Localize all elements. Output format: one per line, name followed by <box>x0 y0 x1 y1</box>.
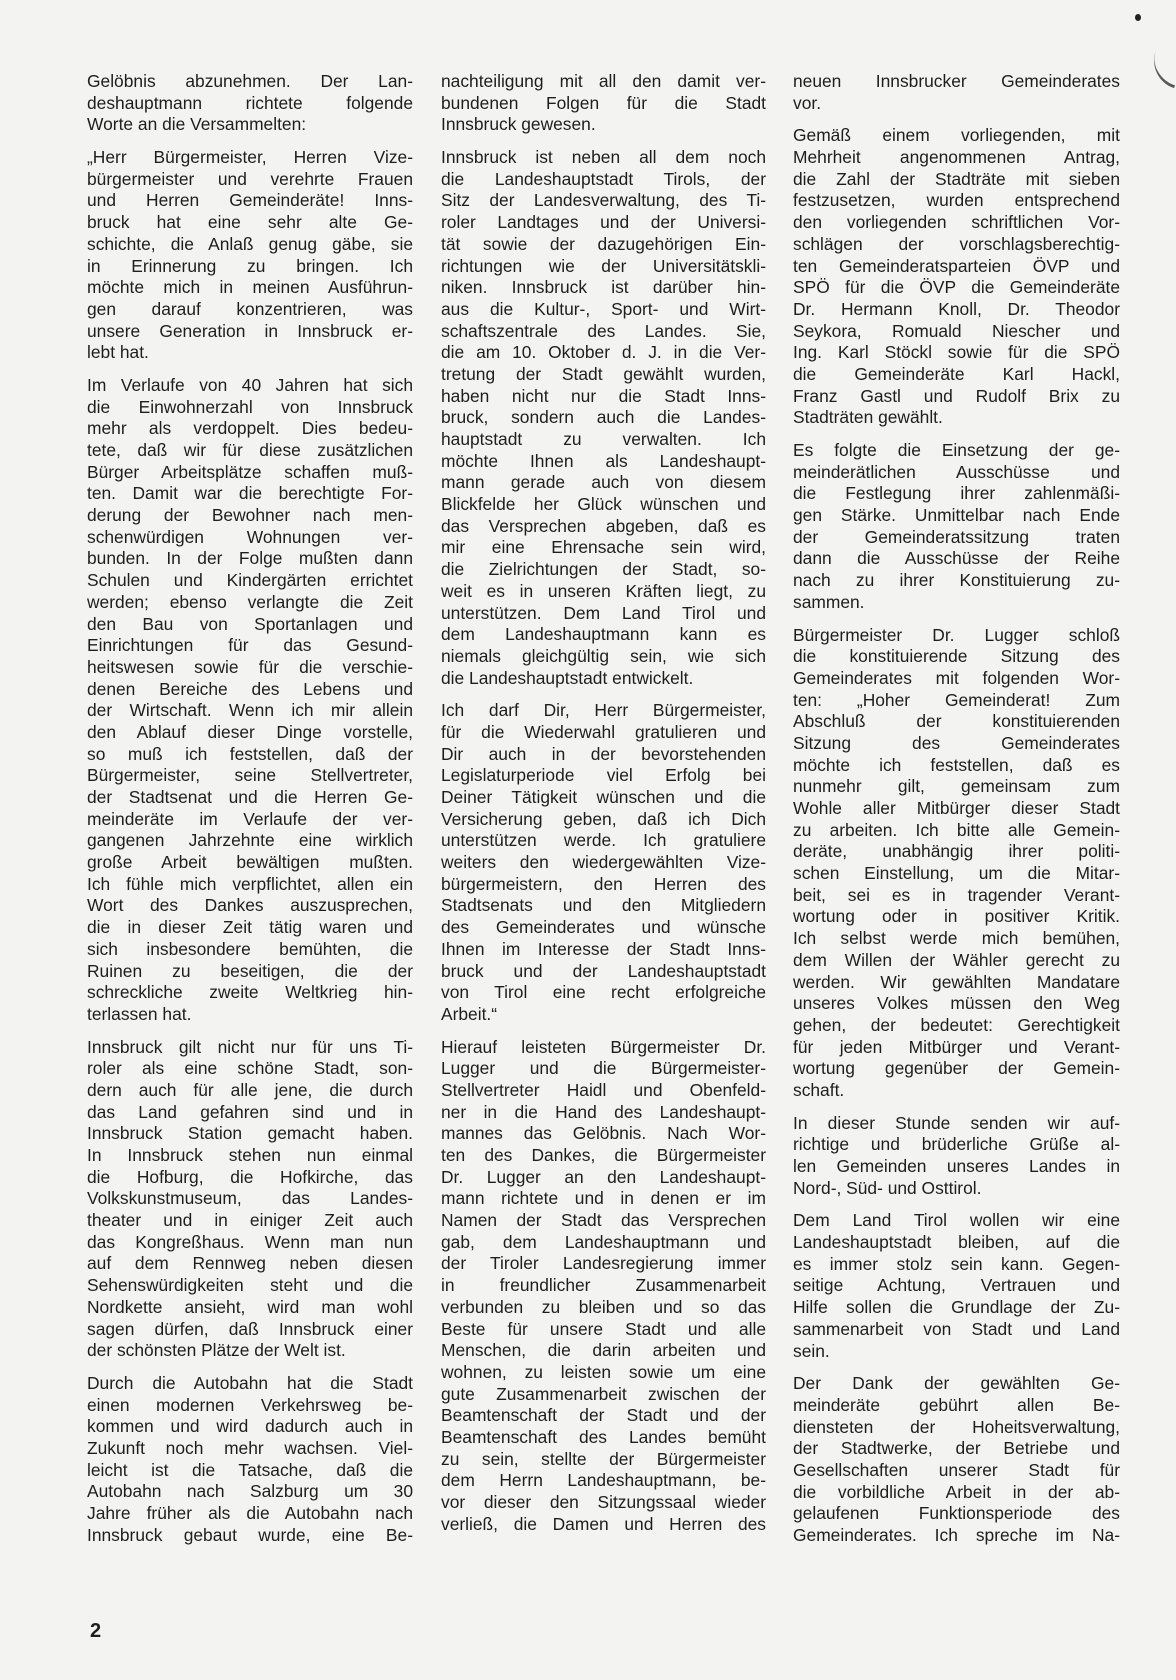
text-line: tete, daß wir für diese zusätzlichen <box>87 440 413 460</box>
text-line: gangenen Jahrzehnte eine wirklich <box>87 830 413 851</box>
text-line: nachteiligung mit all den damit ver- <box>441 71 766 91</box>
text-line: mann gerade auch von diesem <box>441 472 766 493</box>
text-line: Bürgermeister, seine Stellvertreter, <box>87 765 413 786</box>
text-line: bürgermeistern, den Herren des <box>441 873 766 894</box>
text-line: für die Wiederwahl gratulieren und <box>441 721 766 742</box>
text-column-1 <box>87 71 413 1557</box>
text-line: des Gemeinderates und wünsche <box>441 917 766 938</box>
text-line: bürgermeister und verehrte Frauen <box>87 168 413 189</box>
text-line: Arbeit.“ <box>441 1003 498 1024</box>
text-line: in freundlicher Zusammenarbeit <box>441 1275 766 1296</box>
text-line: Nord-, Süd- und Osttirol. <box>793 1177 982 1198</box>
page-number: 2 <box>90 1620 102 1642</box>
text-line: so muß ich feststellen, daß der <box>87 743 413 764</box>
text-line: roler als eine schöne Stadt, son- <box>87 1058 413 1079</box>
text-line: roler Landtages und der Universi- <box>441 212 766 233</box>
text-line: Mehrheit angenommenen Antrag, <box>793 147 1120 168</box>
text-line: der Wirtschaft. Wenn ich mir allein <box>87 700 413 721</box>
text-line: schenwürdigen Wohnungen ver- <box>87 526 413 547</box>
text-line: deräte, unabhängig ihrer politi- <box>793 841 1120 862</box>
text-line: kommen und wird dadurch auch in <box>87 1416 413 1437</box>
text-line: mannes das Gelöbnis. Nach Wor- <box>441 1123 766 1144</box>
text-line: ten. Damit war die berechtigte For- <box>87 483 413 504</box>
text-line: der Gemeinderatssitzung traten <box>793 526 1120 547</box>
text-line: unterstützen. Dem Land Tirol und <box>441 602 766 623</box>
text-line: möchte ich feststellen, daß es <box>793 754 1120 775</box>
text-line: heitswesen sowie für die verschie- <box>87 656 413 677</box>
text-column-2 <box>441 71 766 1546</box>
text-line: schichte, die Anlaß genug gäbe, sie <box>87 233 413 254</box>
text-line: Worte an die Versammelten: <box>87 114 307 135</box>
text-line: Stellvertreter Haidl und Obenfeld- <box>441 1079 766 1100</box>
text-line: „Herr Bürgermeister, Herren Vize- <box>87 147 413 168</box>
text-line: Innsbruck gewesen. <box>441 114 596 135</box>
text-line: das Kongreßhaus. Wenn man nun <box>87 1231 413 1252</box>
paragraph <box>87 1373 413 1547</box>
text-line: zu arbeiten. Ich bitte alle Gemein- <box>793 819 1120 840</box>
text-line: Ing. Karl Stöckl sowie für die SPÖ <box>793 342 1120 363</box>
text-line: nach zu ihrer Konstituierung zu- <box>793 570 1120 591</box>
text-line: derung der Bewohner nach men- <box>87 505 413 526</box>
text-line: gehen, der bedeutet: Gerechtigkeit <box>793 1014 1120 1035</box>
text-line: die Landeshauptstadt entwickelt. <box>441 667 694 688</box>
text-line: meinderäte im Verlaufe der ver- <box>87 808 413 829</box>
text-line: verließ, die Damen und Herren des <box>441 1513 766 1534</box>
text-line: gen darauf konzentrieren, was <box>87 298 413 319</box>
text-line: neuen Innsbrucker Gemeinderates <box>793 71 1120 91</box>
text-line: für jeden Mitbürger und Verant- <box>793 1036 1120 1057</box>
text-line: große Arbeit bewältigen mußten. <box>87 852 413 873</box>
text-line: Namen der Stadt das Versprechen <box>441 1210 766 1231</box>
text-line: Ich fühle mich verpflichtet, allen ein <box>87 873 413 894</box>
text-line: vor. <box>793 92 822 113</box>
text-line: einen modernen Verkehrsweg be- <box>87 1394 413 1415</box>
text-line: schaft. <box>793 1079 845 1100</box>
text-line: Autobahn nach Salzburg um 30 <box>87 1481 413 1502</box>
text-line: Seykora, Romuald Niescher und <box>793 320 1120 341</box>
text-line: Durch die Autobahn hat die Stadt <box>87 1372 413 1393</box>
text-line: sagen dürfen, daß Innsbruck einer <box>87 1318 413 1339</box>
text-line: Innsbruck Station gemacht haben. <box>87 1123 413 1144</box>
text-line: dann die Ausschüsse der Reihe <box>793 548 1120 569</box>
text-line: dem Willen der Wähler gerecht zu <box>793 949 1120 970</box>
paragraph <box>441 71 766 136</box>
text-line: sich insbesondere bemühten, die <box>87 938 413 959</box>
text-line: meinderätlichen Ausschüsse und <box>793 461 1120 482</box>
text-line: In Innsbruck stehen nun einmal <box>87 1145 413 1165</box>
text-line: Legislaturperiode viel Erfolg bei <box>441 765 766 786</box>
text-line: wortung gegenüber der Gemein- <box>793 1058 1120 1079</box>
text-line: Sitz der Landesverwaltung, des Ti- <box>441 190 766 211</box>
text-line: ten des Dankes, die Bürgermeister <box>441 1145 766 1165</box>
text-line: wortung oder in positiver Kritik. <box>793 906 1120 927</box>
text-line: die Einwohnerzahl von Innsbruck <box>87 396 413 417</box>
text-line: schen Einstellung, um die Mitar- <box>793 863 1120 884</box>
text-line: schaftszentrale des Landes. Sie, <box>441 320 766 341</box>
text-line: Bürgermeister Dr. Lugger schloß <box>793 624 1120 645</box>
paragraph <box>87 71 413 136</box>
text-line: die am 10. Oktober d. J. in die Ver- <box>441 342 766 363</box>
text-line: aus die Kultur-, Sport- und Wirt- <box>441 298 766 319</box>
paragraph <box>793 71 1120 114</box>
text-line: den vorliegenden schriftlichen Vor- <box>793 212 1120 233</box>
text-line: Beste für unsere Stadt und alle <box>441 1318 766 1339</box>
text-line: in Erinnerung zu bringen. Ich <box>87 255 413 276</box>
paragraph <box>87 375 413 1026</box>
text-line: ten Gemeinderatsparteien ÖVP und <box>793 255 1120 276</box>
text-line: bundenen Folgen für die Stadt <box>441 92 766 113</box>
text-line: deshauptmann richtete folgende <box>87 92 413 113</box>
text-line: Beamtenschaft des Landes bemüht <box>441 1426 766 1447</box>
text-line: die Hofburg, die Hofkirche, das <box>87 1166 413 1187</box>
text-line: das Versprechen abgeben, daß es <box>441 515 766 536</box>
text-line: hauptstadt zu verwalten. Ich <box>441 429 766 449</box>
paragraph <box>441 700 766 1025</box>
text-line: mann richtete und in denen er im <box>441 1188 766 1209</box>
text-line: die Zahl der Stadträte mit sieben <box>793 168 1120 189</box>
text-line: Im Verlaufe von 40 Jahren hat sich <box>87 374 413 395</box>
text-line: Innsbruck ist neben all dem noch <box>441 147 766 168</box>
text-line: gen Stärke. Unmittelbar nach Ende <box>793 505 1120 526</box>
text-line: tretung der Stadt gewählt wurden, <box>441 363 766 384</box>
text-line: Nordkette ansieht, wird man wohl <box>87 1296 413 1317</box>
text-line: Stadtsenats und den Mitgliedern <box>441 895 766 916</box>
text-line: unsere Generation in Innsbruck er- <box>87 320 413 341</box>
text-line: bruck, sondern auch die Landes- <box>441 407 766 428</box>
text-line: Deiner Tätigkeit wünschen und die <box>441 787 766 807</box>
text-line: Blickfelde her Glück wünschen und <box>441 494 766 515</box>
text-line: sammenarbeit von Stadt und Land <box>793 1318 1120 1339</box>
text-line: dem Landeshauptmann kann es <box>441 624 766 645</box>
text-line: Ich selbst werde mich bemühen, <box>793 928 1120 949</box>
text-line: den Bau von Sportanlagen und <box>87 613 413 634</box>
text-line: verbunden zu bleiben und so das <box>441 1296 766 1317</box>
text-line: werden; ebenso verlangte die Zeit <box>87 591 413 612</box>
text-line: die Festlegung ihrer zahlenmäßi- <box>793 483 1120 504</box>
text-line: terlassen hat. <box>87 1003 192 1024</box>
text-line: schreckliche zweite Weltkrieg hin- <box>87 982 413 1003</box>
text-line: Lugger und die Bürgermeister- <box>441 1058 766 1079</box>
paragraph <box>793 440 1120 614</box>
text-line: der Tiroler Landesregierung immer <box>441 1253 766 1274</box>
text-line: bruck hat eine sehr alte Ge- <box>87 212 413 233</box>
text-line: Es folgte die Einsetzung der ge- <box>793 440 1120 460</box>
text-line: auf dem Rennweg neben diesen <box>87 1253 413 1274</box>
text-line: die in dieser Zeit tätig waren und <box>87 917 413 938</box>
text-line: richtungen wie der Universitätskli- <box>441 255 766 276</box>
text-line: Landeshauptstadt bleiben, auf die <box>793 1232 1120 1253</box>
paragraph <box>793 125 1120 429</box>
text-line: und Herren Gemeinderäte! Inns- <box>87 190 413 211</box>
text-line: Ihnen im Interesse der Stadt Inns- <box>441 938 766 959</box>
text-line: Bürger Arbeitsplätze schaffen muß- <box>87 461 413 482</box>
text-line: denen Bereiche des Lebens und <box>87 678 413 699</box>
text-line: Gesellschaften unserer Stadt für <box>793 1459 1120 1480</box>
text-line: beit, sei es in tragender Verant- <box>793 884 1120 905</box>
text-line: von Tirol eine recht erfolgreiche <box>441 982 766 1003</box>
text-line: In dieser Stunde senden wir auf- <box>793 1112 1120 1133</box>
text-line: schlägen der vorschlagsberechtig- <box>793 233 1120 254</box>
text-line: es immer stolz sein kann. Gegen- <box>793 1253 1120 1274</box>
text-line: Franz Gastl und Rudolf Brix zu <box>793 385 1120 406</box>
text-line: Sehenswürdigkeiten steht und die <box>87 1275 413 1296</box>
text-line: die vorbildliche Arbeit in der ab- <box>793 1481 1120 1502</box>
text-line: Hilfe sollen die Grundlage der Zu- <box>793 1297 1120 1318</box>
text-line: gelaufenen Funktionsperiode des <box>793 1503 1120 1524</box>
text-line: lebt hat. <box>87 342 149 363</box>
paragraph <box>793 1210 1120 1362</box>
text-line: Innsbruck gilt nicht nur für uns Ti- <box>87 1036 413 1057</box>
text-line: bruck und der Landeshauptstadt <box>441 960 766 981</box>
text-line: den Ablauf dieser Dinge vorstelle, <box>87 721 413 742</box>
text-line: werden. Wir gewählten Mandatare <box>793 971 1120 992</box>
text-line: SPÖ für die ÖVP die Gemeinderäte <box>793 277 1120 298</box>
text-line: Ich darf Dir, Herr Bürgermeister, <box>441 700 766 721</box>
text-line: Der Dank der gewählten Ge- <box>793 1373 1120 1394</box>
paragraph <box>87 147 413 364</box>
text-line: diensteten der Hoheitsverwaltung, <box>793 1416 1120 1437</box>
text-line: Einrichtungen für das Gesund- <box>87 635 413 656</box>
text-line: Volkskunstmuseum, das Landes- <box>87 1188 413 1209</box>
text-line: Stadträten gewählt. <box>793 407 943 428</box>
text-line: ten: „Hoher Gemeinderat! Zum <box>793 689 1120 710</box>
text-line: Gemeinderates. Ich spreche im Na- <box>793 1525 1120 1545</box>
paragraph <box>441 147 766 689</box>
text-line: ner in die Hand des Landeshaupt- <box>441 1101 766 1122</box>
text-line: nunmehr gilt, gemeinsam zum <box>793 776 1120 797</box>
text-line: meinderäte gebührt allen Be- <box>793 1394 1120 1415</box>
text-line: richtige und brüderliche Grüße al- <box>793 1134 1120 1155</box>
paragraph <box>87 1037 413 1362</box>
text-line: Gemäß einem vorliegenden, mit <box>793 125 1120 146</box>
text-line: unterstützen werde. Ich gratuliere <box>441 830 766 851</box>
text-line: len Gemeinden unseres Landes in <box>793 1156 1120 1176</box>
text-line: gute Zusammenarbeit zwischen der <box>441 1383 766 1404</box>
text-line: vor dieser den Sitzungssaal wieder <box>441 1492 766 1512</box>
text-line: Schulen und Kindergärten errichtet <box>87 570 413 591</box>
text-line: Dr. Hermann Knoll, Dr. Theodor <box>793 298 1120 319</box>
text-line: theater und in einiger Zeit auch <box>87 1210 413 1231</box>
text-line: haben nicht nur die Stadt Inns- <box>441 385 766 406</box>
text-line: weiters den wiedergewählten Vize- <box>441 852 766 873</box>
text-line: festzusetzen, wurden entsprechend <box>793 190 1120 211</box>
text-line: weit es in unseren Kräften liegt, zu <box>441 580 766 601</box>
text-line: Innsbruck gebaut wurde, eine Be- <box>87 1524 413 1545</box>
text-line: Sitzung des Gemeinderates <box>793 732 1120 753</box>
text-line: die Landeshauptstadt Tirols, der <box>441 168 766 189</box>
text-line: mehr als verdoppelt. Dies bedeu- <box>87 418 413 439</box>
text-line: Menschen, die darin arbeiten und <box>441 1340 766 1361</box>
text-line: Gelöbnis abzunehmen. Der Lan- <box>87 71 413 91</box>
text-line: bunden. In der Folge mußten dann <box>87 548 413 569</box>
text-line: wohnen, zu leisten sowie um eine <box>441 1361 766 1382</box>
scan-speck <box>1135 14 1141 21</box>
text-line: sammen. <box>793 591 865 612</box>
paragraph <box>441 1037 766 1536</box>
text-line: Zukunft noch mehr wachsen. Viel- <box>87 1437 413 1458</box>
text-line: Gemeinderates mit folgenden Wor- <box>793 667 1120 688</box>
text-line: Hierauf leisteten Bürgermeister Dr. <box>441 1036 766 1057</box>
text-line: Versicherung geben, daß ich Dich <box>441 808 766 829</box>
text-line: Abschluß der konstituierenden <box>793 711 1120 732</box>
paragraph <box>793 625 1120 1102</box>
text-line: seitige Achtung, Vertrauen und <box>793 1275 1120 1296</box>
text-line: leicht ist die Tatsache, daß die <box>87 1459 413 1480</box>
scan-mark <box>1146 51 1176 89</box>
text-line: der Stadtsenat und die Herren Ge- <box>87 787 413 807</box>
text-line: Dir auch in der bevorstehenden <box>441 743 766 764</box>
text-line: die Gemeinderäte Karl Hackl, <box>793 363 1120 384</box>
text-line: der schönsten Plätze der Welt ist. <box>87 1340 346 1361</box>
text-line: dern auch für alle jene, die durch <box>87 1079 413 1100</box>
text-line: der Stadtwerke, der Betriebe und <box>793 1438 1120 1459</box>
text-line: tät sowie der dazugehörigen Ein- <box>441 233 766 254</box>
text-line: die Zielrichtungen der Stadt, so- <box>441 559 766 580</box>
text-line: unseres Volkes müssen den Weg <box>793 993 1120 1014</box>
text-line: sein. <box>793 1340 830 1361</box>
text-line: möchte mich in meinen Ausführun- <box>87 277 413 298</box>
text-column-3 <box>793 71 1120 1558</box>
text-line: mir eine Ehrensache sein wird, <box>441 537 766 558</box>
text-line: Wort des Dankes auszusprechen, <box>87 895 413 916</box>
text-line: die konstituierende Sitzung des <box>793 646 1120 667</box>
text-line: niken. Innsbruck ist darüber hin- <box>441 277 766 298</box>
text-line: dem Herrn Landeshauptmann, be- <box>441 1470 766 1491</box>
text-line: möchte Ihnen als Landeshaupt- <box>441 450 766 471</box>
text-line: zu sein, stellte der Bürgermeister <box>441 1448 766 1469</box>
text-line: das Land gefahren sind und in <box>87 1101 413 1122</box>
text-line: Wohle aller Mitbürger dieser Stadt <box>793 798 1120 818</box>
text-line: gab, dem Landeshauptmann und <box>441 1231 766 1252</box>
text-line: Jahre früher als die Autobahn nach <box>87 1503 413 1523</box>
paragraph <box>793 1373 1120 1547</box>
text-line: niemals gleichgültig sein, wie sich <box>441 645 766 666</box>
text-line: Beamtenschaft der Stadt und der <box>441 1405 766 1426</box>
text-line: Dr. Lugger an den Landeshaupt- <box>441 1166 766 1187</box>
text-line: Dem Land Tirol wollen wir eine <box>793 1210 1120 1231</box>
paragraph <box>793 1113 1120 1200</box>
text-line: Ruinen zu beseitigen, die der <box>87 960 413 981</box>
